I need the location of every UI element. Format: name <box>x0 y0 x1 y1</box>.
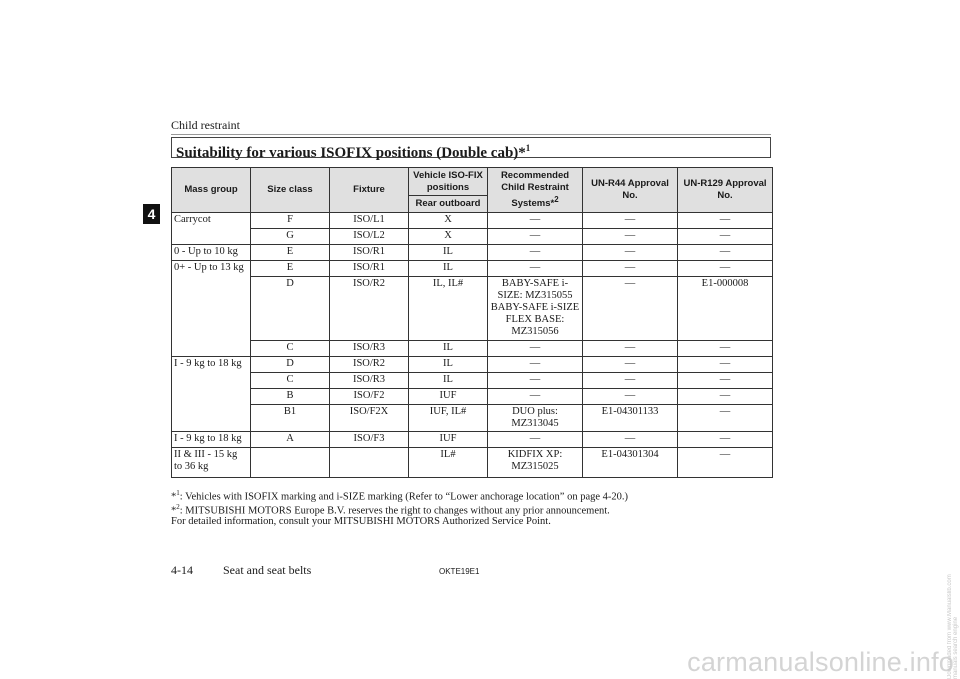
cell-fixture: ISO/R1 <box>330 261 409 277</box>
footnote-1-mark: * <box>171 491 177 503</box>
cell-size: C <box>251 341 330 357</box>
cell-r129: — <box>678 405 773 432</box>
table-row <box>172 432 773 448</box>
cell-rec: — <box>488 213 583 229</box>
cell-r44: — <box>583 213 678 229</box>
table-row <box>172 373 773 389</box>
table-row <box>172 341 773 357</box>
header-divider <box>171 134 771 135</box>
cell-r129: — <box>678 357 773 373</box>
cell-mass-group: Carrycot <box>172 213 251 245</box>
cell-pos: IL <box>409 373 488 389</box>
cell-r129: — <box>678 373 773 389</box>
col-header-un-r44: UN-R44 Approval No. <box>583 168 678 213</box>
cell-r44: — <box>583 432 678 448</box>
cell-fixture <box>330 448 409 478</box>
cell-size: E <box>251 245 330 261</box>
cell-pos: IL, IL# <box>409 277 488 341</box>
table-row <box>172 261 773 277</box>
footnote-2-mark: * <box>171 505 177 517</box>
footnote-2-text: : MITSUBISHI MOTORS Europe B.V. reserves the right to changes without any prior announcement. <box>179 505 610 517</box>
cell-r129: — <box>678 341 773 357</box>
cell-pos: IL# <box>409 448 488 478</box>
cell-fixture: ISO/F2 <box>330 389 409 405</box>
cell-r44: — <box>583 389 678 405</box>
col-header-recommended <box>488 168 583 213</box>
cell-r44: — <box>583 245 678 261</box>
cell-r129: E1-000008 <box>678 277 773 341</box>
document-code: OKTE19E1 <box>439 567 480 576</box>
cell-mass-group: I - 9 kg to 18 kg <box>172 432 251 448</box>
table-row <box>172 389 773 405</box>
table-row <box>172 357 773 373</box>
cell-r44: — <box>583 261 678 277</box>
cell-r44: E1-04301304 <box>583 448 678 478</box>
page-number: 4-14 <box>171 563 193 577</box>
cell-pos: IL <box>409 245 488 261</box>
cell-rec: — <box>488 373 583 389</box>
cell-r129: — <box>678 432 773 448</box>
cell-mass-group: II & III - 15 kg to 36 kg <box>172 448 251 478</box>
cell-r44: — <box>583 341 678 357</box>
cell-size: E <box>251 261 330 277</box>
cell-r129: — <box>678 261 773 277</box>
table-row <box>172 448 773 478</box>
table-row <box>172 229 773 245</box>
cell-r44: — <box>583 373 678 389</box>
cell-pos: IUF <box>409 389 488 405</box>
cell-fixture: ISO/R2 <box>330 277 409 341</box>
cell-rec: BABY-SAFE i-SIZE: MZ315055 BABY-SAFE i-SIZE FLEX BASE: MZ315056 <box>488 277 583 341</box>
cell-r129: — <box>678 389 773 405</box>
col-header-size-class: Size class <box>251 168 330 213</box>
isofix-suitability-table <box>171 167 773 478</box>
footnote-2 <box>171 503 610 517</box>
col-header-rear-outboard: Rear outboard <box>409 196 488 213</box>
cell-pos: X <box>409 229 488 245</box>
cell-fixture: ISO/R1 <box>330 245 409 261</box>
cell-size: A <box>251 432 330 448</box>
section-title-footnote-ref: 1 <box>525 143 531 153</box>
col-header-fixture: Fixture <box>330 168 409 213</box>
col-header-vehicle-isofix-positions: Vehicle ISO-FIX positions <box>409 168 488 196</box>
cell-r129: — <box>678 245 773 261</box>
running-header: Child restraint <box>171 118 240 132</box>
cell-rec: — <box>488 357 583 373</box>
cell-rec: — <box>488 341 583 357</box>
table-row <box>172 405 773 432</box>
cell-fixture: ISO/L1 <box>330 213 409 229</box>
cell-fixture: ISO/R2 <box>330 357 409 373</box>
footnote-3: For detailed information, consult your MITSUBISHI MOTORS Authorized Service Point. <box>171 516 551 527</box>
table-row <box>172 245 773 261</box>
cell-r129: — <box>678 213 773 229</box>
site-watermark: carmanualsonline.info <box>687 647 954 677</box>
col-header-recommended-footnote-ref: 2 <box>554 194 559 204</box>
cell-rec: — <box>488 389 583 405</box>
cell-rec: — <box>488 432 583 448</box>
footnote-2-number: 2 <box>176 503 180 511</box>
table-row <box>172 213 773 229</box>
cell-mass-group: 0+ - Up to 13 kg <box>172 261 251 357</box>
cell-size: D <box>251 357 330 373</box>
cell-rec: — <box>488 245 583 261</box>
cell-rec: KIDFIX XP: MZ315025 <box>488 448 583 478</box>
cell-pos: IUF, IL# <box>409 405 488 432</box>
cell-r44: — <box>583 277 678 341</box>
cell-r44: — <box>583 229 678 245</box>
cell-rec: DUO plus: MZ313045 <box>488 405 583 432</box>
col-header-mass-group: Mass group <box>172 168 251 213</box>
cell-r129: — <box>678 448 773 478</box>
cell-pos: IL <box>409 341 488 357</box>
cell-fixture: ISO/F3 <box>330 432 409 448</box>
section-title <box>171 137 771 161</box>
cell-size <box>251 448 330 478</box>
footnote-1 <box>171 489 628 503</box>
cell-size: G <box>251 229 330 245</box>
chapter-tab: 4 <box>143 204 160 224</box>
cell-pos: X <box>409 213 488 229</box>
cell-mass-group: 0 - Up to 10 kg <box>172 245 251 261</box>
footnote-1-number: 1 <box>176 489 180 497</box>
table-row <box>172 277 773 341</box>
cell-r44: — <box>583 357 678 373</box>
cell-pos: IUF <box>409 432 488 448</box>
cell-fixture: ISO/R3 <box>330 341 409 357</box>
cell-fixture: ISO/L2 <box>330 229 409 245</box>
cell-size: D <box>251 277 330 341</box>
cell-rec: — <box>488 261 583 277</box>
cell-rec: — <box>488 229 583 245</box>
cell-fixture: ISO/R3 <box>330 373 409 389</box>
cell-size: B <box>251 389 330 405</box>
side-download-mark: Downloaded from www.Manualslib.com manuals search engine <box>947 574 959 679</box>
section-title-text: Suitability for various ISOFIX positions (Double cab)* <box>176 145 526 161</box>
cell-pos: IL <box>409 357 488 373</box>
cell-r44: E1-04301133 <box>583 405 678 432</box>
footer-section-name: Seat and seat belts <box>223 563 312 577</box>
cell-size: B1 <box>251 405 330 432</box>
cell-fixture: ISO/F2X <box>330 405 409 432</box>
cell-size: F <box>251 213 330 229</box>
col-header-recommended-text: Recommended Child Restraint Systems* <box>500 169 570 210</box>
cell-r129: — <box>678 229 773 245</box>
cell-pos: IL <box>409 261 488 277</box>
cell-size: C <box>251 373 330 389</box>
col-header-un-r129: UN-R129 Approval No. <box>678 168 773 213</box>
footnote-1-text: : Vehicles with ISOFIX marking and i-SIZE marking (Refer to “Lower anchorage location” on page 4-20.) <box>179 491 629 503</box>
cell-mass-group: I - 9 kg to 18 kg <box>172 357 251 432</box>
